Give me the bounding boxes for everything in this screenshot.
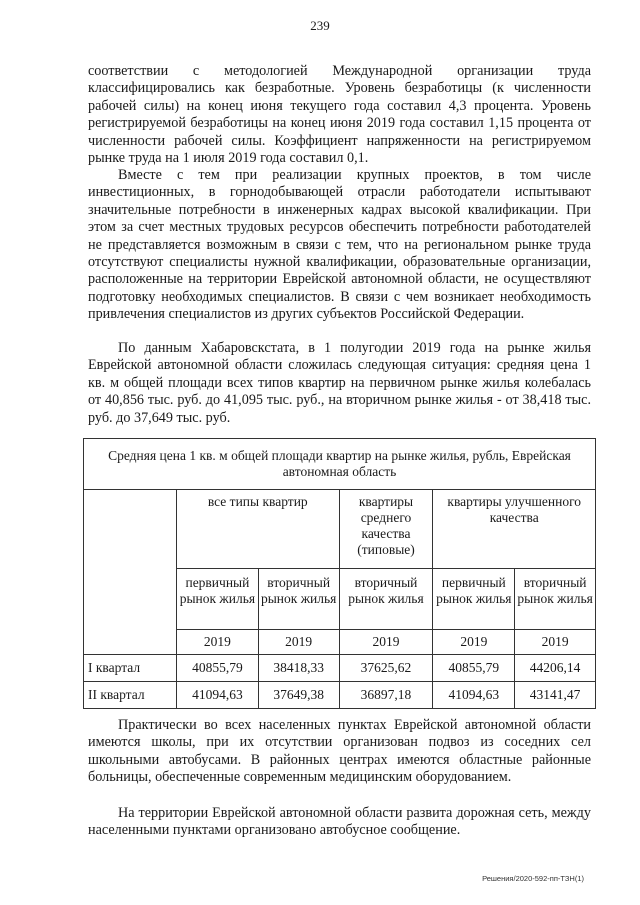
- year-cell: 2019: [258, 630, 339, 655]
- paragraph-labor-statistics: соответствии с методологией Международной организации труда классифицировались как безработные. Уровень безработицы (к численности рабочей силы) на конец июня текущего года составил 4,3 процента. Уровень регистрируемой безработицы на конец июня 2019 года составил 1,15 процента от численности рабочей силы. Коэффициент напряженности на регистрируемом рынке труда на 1 июля 2019 года составил 0,1.: [88, 63, 591, 167]
- row-label: I квартал: [84, 655, 177, 682]
- value-cell: 43141,47: [515, 682, 596, 709]
- page-number: 239: [310, 18, 330, 33]
- paragraph-schools-hospitals: Практически во всех населенных пунктах Еврейской автономной области имеются школы, при их отсутствии организован подвоз из соседних сел школьными автобусами. В районных центрах имеются областные районные больницы, обеспеченные современным медицинским оборудованием.: [88, 717, 591, 786]
- subheader-cell: вторичный рынок жилья: [339, 569, 433, 630]
- value-cell: 41094,63: [433, 682, 515, 709]
- subheader-cell: вторичный рынок жилья: [515, 569, 596, 630]
- document-footer-code: Решения/2020-592-пп-ТЗН(1): [482, 874, 584, 883]
- table-title: Средняя цена 1 кв. м общей площади квартир на рынке жилья, рубль, Еврейская автономная область: [84, 439, 596, 490]
- table-row: [84, 682, 596, 709]
- value-cell: 40855,79: [177, 655, 259, 682]
- value-cell: 37625,62: [339, 655, 433, 682]
- subheader-cell: вторичный рынок жилья: [258, 569, 339, 630]
- value-cell: 41094,63: [177, 682, 259, 709]
- subheader-cell: первичный рынок жилья: [433, 569, 515, 630]
- value-cell: 36897,18: [339, 682, 433, 709]
- subheader-cell: первичный рынок жилья: [177, 569, 259, 630]
- housing-price-table: [83, 438, 596, 709]
- row-label: II квартал: [84, 682, 177, 709]
- value-cell: 38418,33: [258, 655, 339, 682]
- year-cell: 2019: [515, 630, 596, 655]
- value-cell: 40855,79: [433, 655, 515, 682]
- table-corner-cell: [84, 490, 177, 655]
- paragraph-housing-market: По данным Хабаровскстата, в 1 полугодии 2019 года на рынке жилья Еврейской автономной области сложилась следующая ситуация: средняя цена 1 кв. м общей площади всех типов квартир на первичном рынке жилья колебалась от 40,856 тыс. руб. до 41,095 тыс. руб., на вторичном рынке жилья - от 38,418 тыс. руб. до 37,649 тыс. руб.: [88, 340, 591, 426]
- year-cell: 2019: [339, 630, 433, 655]
- group-header-improved-quality: квартиры улучшенного качества: [433, 490, 596, 569]
- year-cell: 2019: [177, 630, 259, 655]
- value-cell: 44206,14: [515, 655, 596, 682]
- table-row: [84, 655, 596, 682]
- value-cell: 37649,38: [258, 682, 339, 709]
- group-header-all-types: все типы квартир: [177, 490, 340, 569]
- paragraph-road-network: На территории Еврейской автономной области развита дорожная сеть, между населенными пунктами организовано автобусное сообщение.: [88, 805, 591, 839]
- paragraph-engineering-demand: Вместе с тем при реализации крупных проектов, в том числе инвестиционных, в горнодобывающей отрасли работодатели испытывают значительные потребности в инженерных кадрах высокой квалификации. При этом за счет местных трудовых ресурсов обеспечить потребности работодателей не представляется возможным в связи с тем, что на региональном рынке труда отсутствуют специалисты нужной квалификации, образовательные организации, расположенные на территории Еврейской автономной области, не осуществляют подготовку необходимых специалистов. В связи с чем возникает необходимость привлечения специалистов из других субъектов Российской Федерации.: [88, 167, 591, 323]
- group-header-standard-quality: квартиры среднего качества (типовые): [339, 490, 433, 569]
- year-cell: 2019: [433, 630, 515, 655]
